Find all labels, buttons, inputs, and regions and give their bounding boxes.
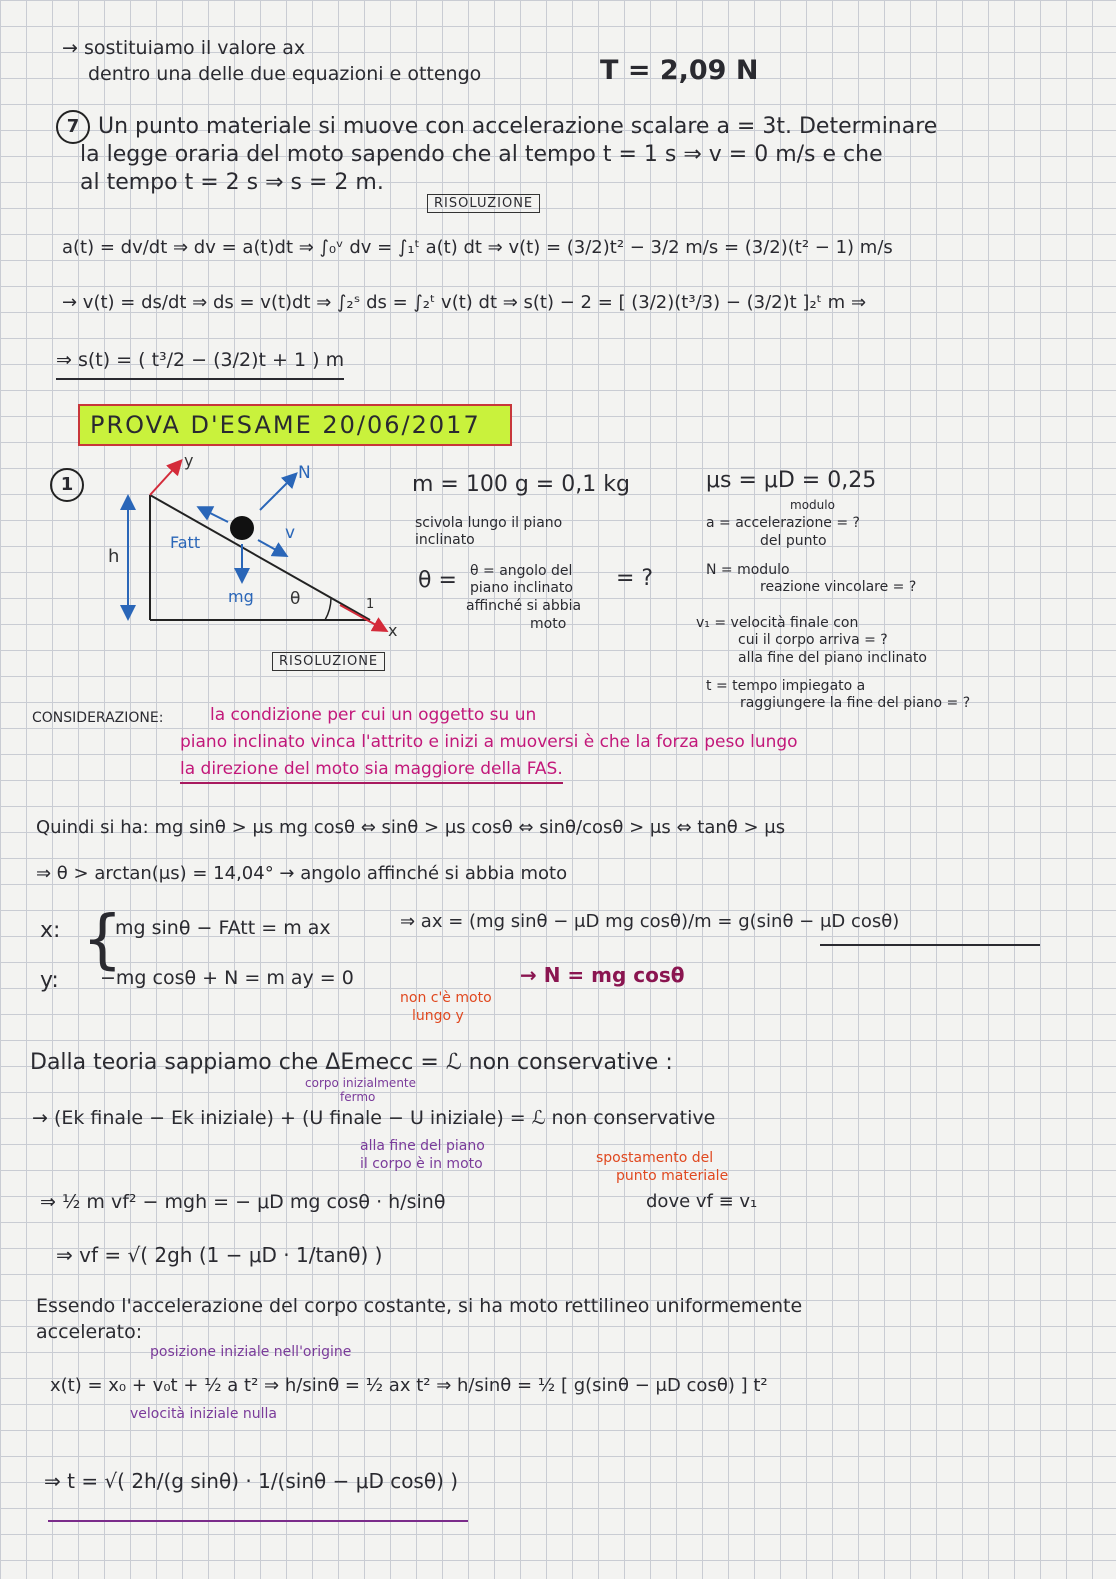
end-plane-note-1: alla fine del piano [360,1138,485,1154]
considerazione-line-1: la condizione per cui un oggetto su un [210,705,537,725]
x-axis-equation: mg sinθ − FAtt = m ax [115,917,331,939]
accel-question-2: del punto [760,533,827,549]
velocity-question-2: cui il corpo arriva = ? [738,632,888,648]
system-brace: { [82,903,123,977]
normal-question-2: reazione vincolare = ? [760,579,917,595]
no-motion-note-2: lungo y [412,1008,464,1024]
description-line-1: scivola lungo il piano [415,515,563,531]
time-result-underline [48,1520,468,1522]
energy-equation: ⇒ ½ m vf² − mgh = − μD mg cosθ · h/sinθ [40,1191,446,1213]
initial-rest-note-2: fermo [340,1090,376,1104]
final-velocity-result: ⇒ vf = √( 2gh (1 − μD · 1/tanθ) ) [56,1243,383,1267]
motion-type-line-1: Essendo l'accelerazione del corpo costante, si ha moto rettilineo uniformemente [36,1295,803,1317]
no-motion-note-1: non c'è moto [400,990,492,1006]
acceleration-underline [820,944,1040,946]
tension-result: T = 2,09 N [600,55,759,86]
inclined-plane-diagram [100,450,400,640]
diagram-weight-label: mg [228,587,254,606]
initial-position-note: posizione iniziale nell'origine [150,1344,352,1360]
theta-question-2: piano inclinato [470,580,573,596]
ex7-text-3: al tempo t = 2 s ⇒ s = 2 m. [80,170,384,195]
final-velocity-note: dove vf ≡ v₁ [646,1191,758,1212]
ex7-risoluzione-label: RISOLUZIONE [427,194,540,213]
velocity-question-3: alla fine del piano inclinato [738,650,927,666]
diagram-angle-label: θ [290,589,301,609]
theta-question-4: moto [530,616,567,632]
energy-theorem: Dalla teoria sappiamo che ΔEmecc = ℒ non conservative : [30,1050,673,1075]
diagram-friction-label: Fatt [170,533,201,552]
theta-unknown: = ? [616,566,654,591]
friction-coefficients: μs = μD = 0,25 [706,468,877,493]
motion-type-line-2: accelerato: [36,1321,143,1343]
considerazione-label: CONSIDERAZIONE: [32,710,164,726]
diagram-normal-label: N [298,463,311,483]
exam-date-banner: PROVA D'ESAME 20/06/2017 [78,404,512,446]
ex7-equation-position: → v(t) = ds/dt ⇒ ds = v(t)dt ⇒ ∫₂ˢ ds = ∫₂ᵗ v(t) dt ⇒ s(t) − 2 = [ (3/2)(t³/3) − (3/2)t ]₂ᵗ m ⇒ [62,292,867,313]
condition-inequalities: Quindi si ha: mg sinθ > μs mg cosθ ⇔ sinθ > μs cosθ ⇔ sinθ/cosθ > μs ⇔ tanθ > μs [36,817,786,838]
displacement-note-1: spostamento del [596,1150,714,1166]
initial-velocity-note: velocità iniziale nulla [130,1406,277,1422]
time-question-2: raggiungere la fine del piano = ? [740,695,971,711]
diagram-height-label: h [108,546,120,567]
time-question-1: t = tempo impiegato a [706,678,866,694]
intro-line-1: → sostituiamo il valore ax [62,37,306,59]
diagram-point-1-label: 1 [366,597,375,612]
exercise-7-number: 7 [56,110,90,144]
ex7-text-2: la legge oraria del moto sapendo che al tempo t = 1 s ⇒ v = 0 m/s e che [80,142,883,167]
normal-question-1: N = modulo [706,562,790,578]
accel-question-1: a = accelerazione = ? [706,515,860,531]
intro-line-2: dentro una delle due equazioni e ottengo [88,63,482,85]
considerazione-line-2: piano inclinato vinca l'attrito e inizi a muoversi è che la forza peso lungo [180,732,798,752]
displacement-note-2: punto materiale [616,1168,729,1184]
energy-balance: → (Ek finale − Ek iniziale) + (U finale − U iniziale) = ℒ non conservative [32,1107,716,1129]
theta-symbol: θ = [418,568,457,593]
time-result: ⇒ t = √( 2h/(g sinθ) · 1/(sinθ − μD cosθ) ) [44,1469,459,1493]
ex7-text-1: Un punto materiale si muove con accelerazione scalare a = 3t. Determinare [98,114,938,139]
considerazione-line-3: la direzione del moto sia maggiore della FAS. [180,760,563,784]
diagram-x-label: x [388,621,398,640]
mass-value: m = 100 g = 0,1 kg [412,472,630,497]
description-line-2: inclinato [415,532,475,548]
theta-question-1: θ = angolo del [470,563,573,579]
diagram-velocity-label: v [285,523,296,543]
time-law-equation: x(t) = x₀ + v₀t + ½ a t² ⇒ h/sinθ = ½ ax t² ⇒ h/sinθ = ½ [ g(sinθ − μD cosθ) ] t² [50,1375,768,1396]
velocity-question-1: v₁ = velocità finale con [696,615,859,631]
y-axis-equation: −mg cosθ + N = m ay = 0 [100,967,354,989]
ex7-equation-velocity: a(t) = dv/dt ⇒ dv = a(t)dt ⇒ ∫₀ᵛ dv = ∫₁ᵗ a(t) dt ⇒ v(t) = (3/2)t² − 3/2 m/s = (3/2)(t² − 1) m/s [62,237,893,258]
theta-question-3: affinché si abbia [466,598,582,614]
minimum-angle: ⇒ θ > arctan(μs) = 14,04° → angolo affinché si abbia moto [36,863,568,884]
x-axis-label: x: [40,918,61,943]
initial-rest-note-1: corpo inizialmente [305,1076,417,1090]
acceleration-result: ⇒ ax = (mg sinθ − μD mg cosθ)/m = g(sinθ − μD cosθ) [400,911,900,932]
normal-force-result: → N = mg cosθ [520,963,685,987]
exam-exercise-1-number: 1 [50,468,84,502]
exam-risoluzione-label: RISOLUZIONE [272,652,385,671]
y-axis-label: y: [40,968,59,993]
diagram-y-label: y [184,451,194,470]
end-plane-note-2: il corpo è in moto [360,1156,483,1172]
ex7-final-law: ⇒ s(t) = ( t³/2 − (3/2)t + 1 ) m [56,350,344,380]
accel-modulo-note: modulo [790,498,835,512]
